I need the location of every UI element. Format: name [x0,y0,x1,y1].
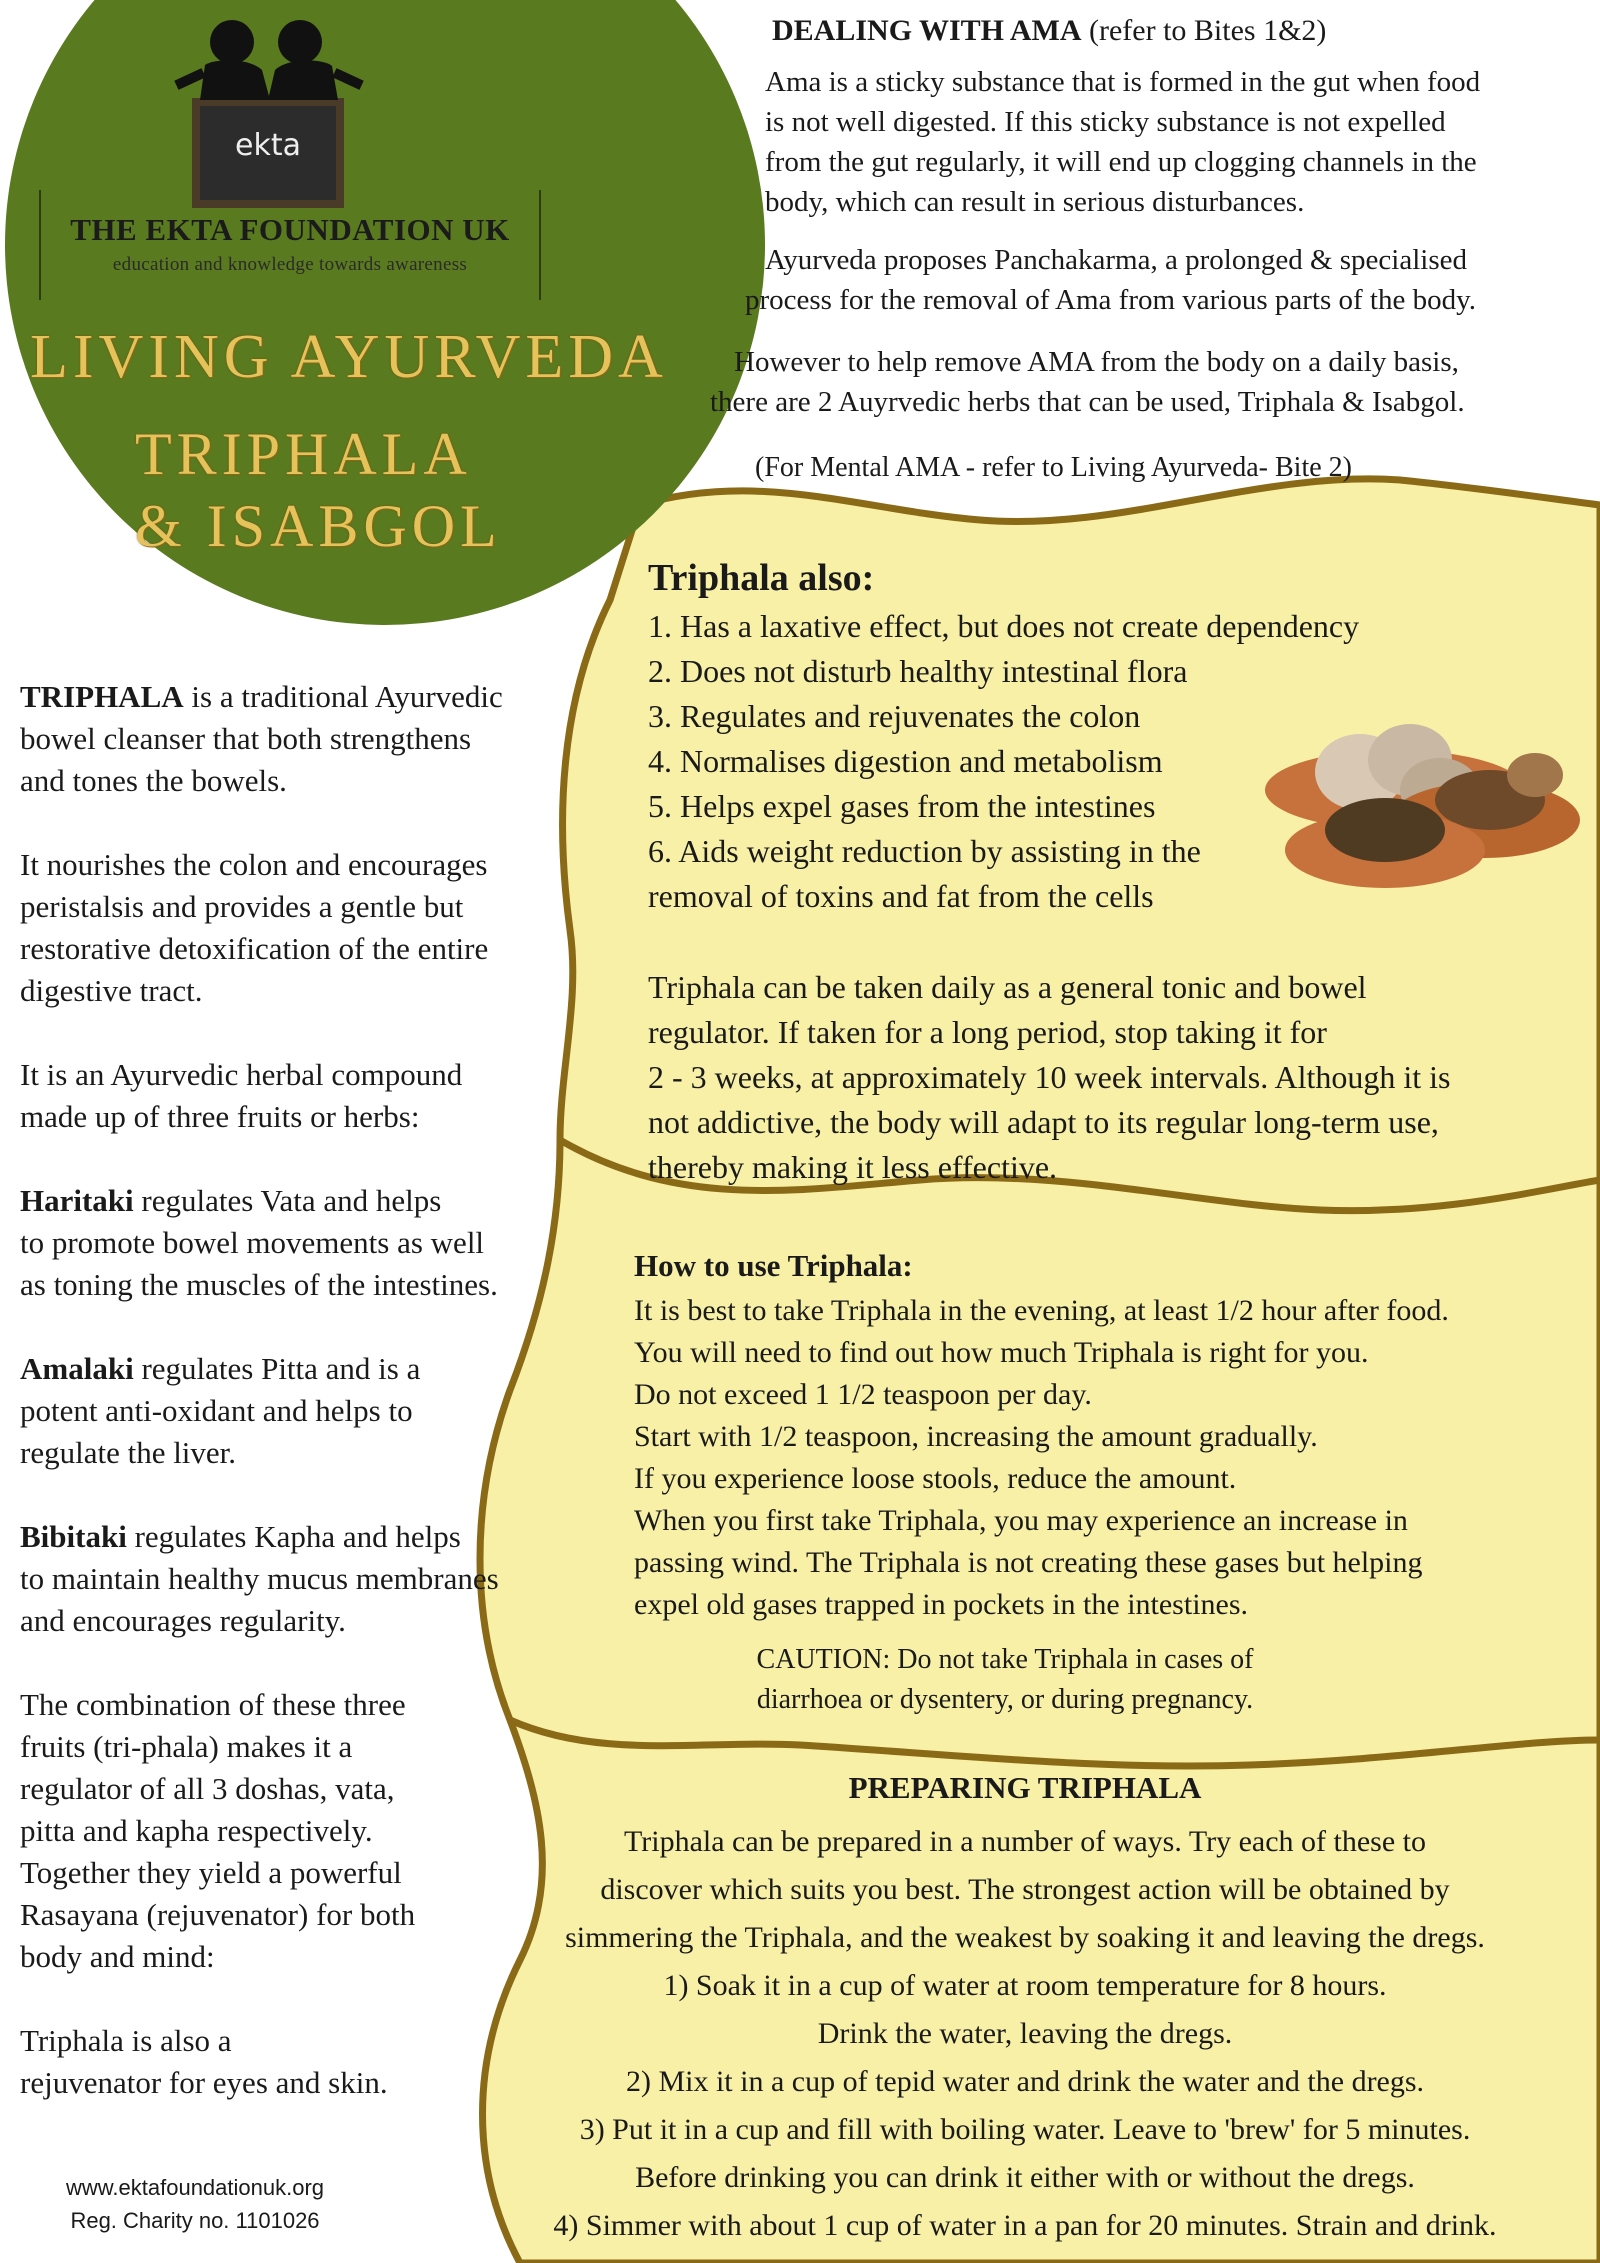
ama-para-1-line: Ama is a sticky substance that is formed in the gut when food [765,66,1481,98]
triphala-intro-text: is a traditional Ayurvedic [183,679,503,714]
haritaki-bold: Haritaki [20,1183,134,1218]
tonic-line: thereby making it less effective. [648,1149,1058,1185]
amalaki-bold: Amalaki [20,1351,134,1386]
paragraph-line: Together they yield a powerful [20,1855,402,1890]
ama-note: (For Mental AMA - refer to Living Ayurveda- Bite 2) [755,452,1352,483]
ama-para-2-line: Ayurveda proposes Panchakarma, a prolonged & specialised [765,244,1467,276]
tonic-line: Triphala can be taken daily as a general tonic and bowel [648,969,1367,1005]
howto-line: If you experience loose stools, reduce the amount. [634,1462,1237,1495]
caution-line: CAUTION: Do not take Triphala in cases of [756,1644,1254,1675]
triphala-intro [20,676,503,802]
howto-line: expel old gases trapped in pockets in the intestines. [634,1588,1249,1621]
bibitaki-bold: Bibitaki [20,1519,127,1554]
amalaki-text: regulates Pitta and is a [133,1351,421,1386]
bibitaki-paragraph [20,1516,503,1642]
paragraph-line: made up of three fruits or herbs: [20,1099,420,1134]
org-name: THE EKTA FOUNDATION UK [70,212,510,247]
ama-para-3-line: However to help remove AMA from the body on a daily basis, [734,346,1459,378]
preparing-line: 4) Simmer with about 1 cup of water in a pan for 20 minutes. Strain and drink. [553,2209,1497,2242]
howto-heading: How to use Triphala: [634,1248,913,1283]
title-triphala: TRIPHALA [135,421,472,487]
paragraph-line: pitta and kapha respectively. [20,1813,373,1848]
paragraph-line: to maintain healthy mucus membranes [20,1561,499,1596]
paragraph-line: peristalsis and provides a gentle but [20,889,464,924]
paragraph-line: The combination of these three [20,1687,406,1722]
rejuvenator-paragraph [20,2020,503,2104]
triphala-bold: TRIPHALA [20,679,184,714]
title-isabgol: & ISABGOL [135,493,502,559]
ama-para-1-line: from the gut regularly, it will end up clogging channels in the [765,146,1477,178]
benefits-heading: Triphala also: [648,557,875,599]
footer-charity: Reg. Charity no. 1101026 [70,2208,320,2233]
chalkboard-text: ekta [235,128,301,163]
paragraph-line: body and mind: [20,1939,215,1974]
paragraph-line: Rasayana (rejuvenator) for both [20,1897,416,1932]
paragraph-line: potent anti-oxidant and helps to [20,1393,413,1428]
ama-para-1-line: is not well digested. If this sticky substance is not expelled [765,106,1446,138]
howto-line: Do not exceed 1 1/2 teaspoon per day. [634,1378,1092,1411]
paragraph-line [20,1516,503,1558]
benefit-item: 2. Does not disturb healthy intestinal flora [648,653,1188,689]
benefit-item: 4. Normalises digestion and metabolism [648,743,1163,779]
haritaki-paragraph [20,1180,503,1306]
paragraph-line: fruits (tri-phala) makes it a [20,1729,353,1764]
left-column [20,676,503,2104]
benefit-item: 1. Has a laxative effect, but does not create dependency [648,608,1360,644]
paragraph-line: It is an Ayurvedic herbal compound [20,1057,463,1092]
benefit-item: 5. Helps expel gases from the intestines [648,788,1156,824]
benefits-list [648,604,1359,919]
preparing-line: simmering the Triphala, and the weakest by soaking it and leaving the dregs. [565,1921,1485,1954]
benefit-item: removal of toxins and fat from the cells [648,878,1154,914]
nourishes-paragraph [20,844,503,1012]
compound-paragraph [20,1054,503,1138]
combination-paragraph [20,1684,503,1978]
howto-line: Start with 1/2 teaspoon, increasing the amount gradually. [634,1420,1318,1453]
paragraph-line: restorative detoxification of the entire [20,931,489,966]
howto-lines [634,1290,1449,1626]
tonic-line: not addictive, the body will adapt to its regular long-term use, [648,1104,1439,1140]
howto-line: It is best to take Triphala in the evening, at least 1/2 hour after food. [634,1294,1449,1327]
paragraph-line: rejuvenator for eyes and skin. [20,2065,388,2100]
ama-heading-bold: DEALING WITH AMA [772,14,1082,47]
paragraph-line [20,1180,503,1222]
ama-para-1 [765,62,1480,222]
preparing-line: Triphala can be prepared in a number of ways. Try each of these to [623,1825,1426,1858]
ama-heading [772,12,1590,50]
bibitaki-text: regulates Kapha and helps [126,1519,461,1554]
footer-website[interactable]: www.ektafoundationuk.org [65,2175,325,2200]
ama-para-2 [745,240,1476,320]
haritaki-text: regulates Vata and helps [133,1183,442,1218]
paragraph-line: regulator of all 3 doshas, vata, [20,1771,395,1806]
ama-section [700,12,1590,50]
paragraph-line [20,1348,503,1390]
ama-para-3 [710,342,1465,422]
paragraph-line: to promote bowel movements as well [20,1225,485,1260]
preparing-line: Before drinking you can drink it either with or without the dregs. [635,2161,1415,2194]
amalaki-paragraph [20,1348,503,1474]
org-tagline: education and knowledge towards awareness [112,254,468,275]
preparing-line: 3) Put it in a cup and fill with boiling water. Leave to 'brew' for 5 minutes. [579,2113,1471,2146]
paragraph-line: and encourages regularity. [20,1603,346,1638]
caution-note [640,1640,1370,1720]
tonic-line: 2 - 3 weeks, at approximately 10 week intervals. Although it is [648,1059,1451,1095]
ama-para-3-line: there are 2 Auyrvedic herbs that can be used, Triphala & Isabgol. [710,386,1465,418]
caution-line: diarrhoea or dysentery, or during pregnancy. [756,1684,1254,1715]
triphala-intro-line: bowel cleanser that both strengthens [20,721,472,756]
ama-heading-rest: (refer to Bites 1&2) [1081,14,1327,47]
benefit-item: 3. Regulates and rejuvenates the colon [648,698,1141,734]
tonic-line: regulator. If taken for a long period, stop taking it for [648,1014,1327,1050]
tonic-paragraph [648,965,1451,1190]
paragraph-line: digestive tract. [20,973,203,1008]
triphala-intro-line: and tones the bowels. [20,763,287,798]
paragraph-line: regulate the liver. [20,1435,237,1470]
title-living-ayurveda: LIVING AYURVEDA [30,323,668,391]
howto-line: passing wind. The Triphala is not creating these gases but helping [634,1546,1423,1579]
paragraph-line: as toning the muscles of the intestines. [20,1267,498,1302]
ama-para-1-line: body, which can result in serious disturbances. [765,186,1305,218]
howto-line: When you first take Triphala, you may experience an increase in [634,1504,1408,1537]
preparing-line: discover which suits you best. The strongest action will be obtained by [600,1873,1450,1906]
howto-line: You will need to find out how much Triphala is right for you. [634,1336,1369,1369]
ama-para-2-line: process for the removal of Ama from various parts of the body. [745,284,1476,316]
preparing-line: Drink the water, leaving the dregs. [817,2017,1233,2050]
preparing-line: 2) Mix it in a cup of tepid water and drink the water and the dregs. [625,2065,1425,2098]
benefit-item: 6. Aids weight reduction by assisting in the [648,833,1201,869]
triphala-intro-line [20,676,503,718]
paragraph-line: It nourishes the colon and encourages [20,847,488,882]
preparing-heading: PREPARING TRIPHALA [848,1770,1202,1805]
paragraph-line: Triphala is also a [20,2023,232,2058]
preparing-line: 1) Soak it in a cup of water at room temperature for 8 hours. [663,1969,1387,2002]
preparing-lines [470,1818,1580,2250]
